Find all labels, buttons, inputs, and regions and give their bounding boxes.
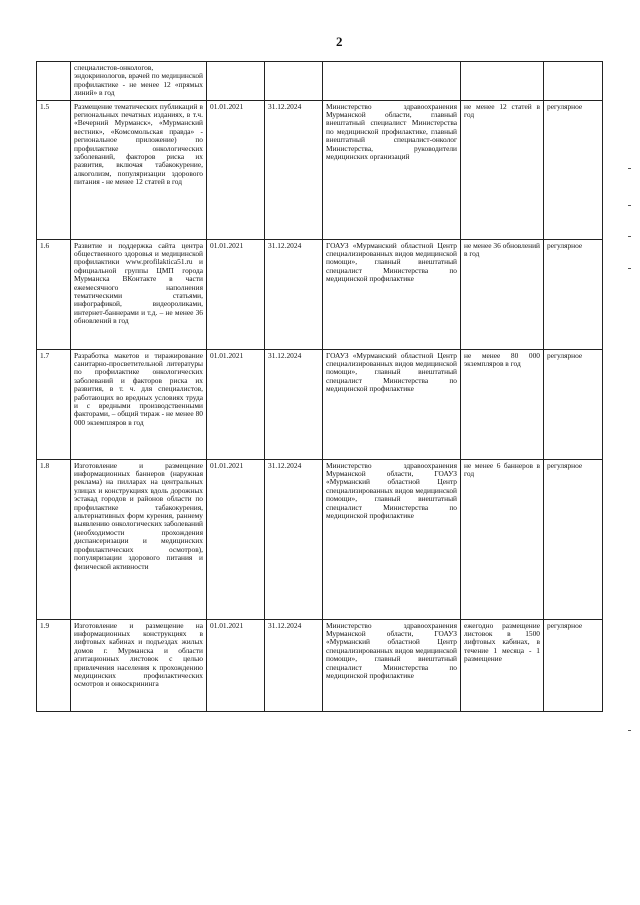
periodicity-cell (544, 62, 603, 101)
start-date-cell (207, 62, 265, 101)
scan-mark (628, 205, 631, 206)
row-number: 1.9 (37, 619, 71, 711)
scan-mark (628, 236, 631, 237)
periodicity: регулярное (544, 349, 603, 459)
executor-cell (323, 62, 461, 101)
executor: Министерство здравоохранения Мурманской области, ГОАУЗ «Мурманский областной Центр специализированных видов медицинской помощи», главный внештатный специалист Министерства по медицинской профилактике (323, 459, 461, 619)
scan-mark (628, 268, 631, 269)
start-date: 01.01.2021 (207, 239, 265, 349)
periodicity: регулярное (544, 619, 603, 711)
row-number: 1.7 (37, 349, 71, 459)
table-row (37, 459, 603, 619)
table-row-continuation (37, 62, 603, 101)
measures-table (36, 61, 603, 712)
measure-description: Изготовление и размещение на информационных конструкциях в лифтовых кабинах и подъездах жилых домов г. Мурманска и области агитационных листовок с целью привлечения населения к прохождению медицинских профилактических осмотров и онкоскрининга (71, 619, 207, 711)
measure-description: Разработка макетов и тиражирование санитарно-просветительной литературы по профилактике онкологических заболеваний и факторов риска их развития, в т. ч. для специалистов, работающих во вредных условиях труда и с вредными производственными факторами, – общий тираж - не менее 80 000 экземпляров в год (71, 349, 207, 459)
table-row (37, 239, 603, 349)
start-date: 01.01.2021 (207, 349, 265, 459)
end-date: 31.12.2024 (265, 349, 323, 459)
end-date: 31.12.2024 (265, 459, 323, 619)
end-date: 31.12.2024 (265, 100, 323, 239)
start-date: 01.01.2021 (207, 619, 265, 711)
row-number: 1.5 (37, 100, 71, 239)
executor: ГОАУЗ «Мурманский областной Центр специализированных видов медицинской помощи», главный внештатный специалист Министерства по медицинской профилактике (323, 349, 461, 459)
measure-description: специалистов-онкологов, эндокринологов, врачей по медицинской профилактике - не менее 12 «прямых линий» в год (71, 62, 207, 101)
row-number: 1.6 (37, 239, 71, 349)
end-date: 31.12.2024 (265, 619, 323, 711)
expected-result: не менее 6 баннеров в год (461, 459, 544, 619)
expected-result: не менее 80 000 экземпляров в год (461, 349, 544, 459)
scan-mark (628, 168, 631, 169)
expected-result: ежегодно размещение листовок в 1500 лифтовых кабинах, в течение 1 месяца - 1 размещение (461, 619, 544, 711)
periodicity: регулярное (544, 459, 603, 619)
expected-result: не менее 36 обновлений в год (461, 239, 544, 349)
start-date: 01.01.2021 (207, 100, 265, 239)
result-cell (461, 62, 544, 101)
measure-description: Развитие и поддержка сайта центра общественного здоровья и медицинской профилактики www.profilaktica51.ru и официальной группы ЦМП города Мурманска ВКонтакте в части ежемесячного наполнения тематическими статьями, инфографикой, видеороликами, интернет-баннерами и т.д. – не менее 36 обновлений в год (71, 239, 207, 349)
periodicity: регулярное (544, 100, 603, 239)
executor: ГОАУЗ «Мурманский областной Центр специализированных видов медицинской помощи», главный внештатный специалист Министерства по медицинской профилактике (323, 239, 461, 349)
measure-description: Изготовление и размещение информационных баннеров (наружная реклама) на пилларах на центральных улицах и конструкциях вдоль дорожных эстакад городов и районов области по профилактике табакокурения, альтернативных форм курения, раннему выявлению онкологических заболеваний (необходимости прохождения диспансеризации и медицинских профилактических осмотров), популяризации здорового питания и физической активности (71, 459, 207, 619)
periodicity: регулярное (544, 239, 603, 349)
end-date-cell (265, 62, 323, 101)
row-number-cell (37, 62, 71, 101)
executor: Министерство здравоохранения Мурманской области, ГОАУЗ «Мурманский областной Центр специализированных видов медицинской помощи», главный внештатный специалист Министерства по медицинской профилактике (323, 619, 461, 711)
page-number: 2 (336, 34, 343, 49)
table-row (37, 349, 603, 459)
start-date: 01.01.2021 (207, 459, 265, 619)
executor: Министерство здравоохранения Мурманской области, главный внештатный специалист Министерства по медицинской профилактике, главный внештатный специалист-онколог Министерства, руководители медицинских организаций (323, 100, 461, 239)
measure-description: Размещение тематических публикаций в региональных печатных изданиях, в т.ч. «Вечерний Мурманск», «Мурманский вестник», «Комсомольская правда» - региональное приложение) по профилактике онкологических заболеваний, факторов риска их развития, включая табакокурение, алкоголизм, популяризации здорового питания - не менее 12 статей в год (71, 100, 207, 239)
scan-mark (628, 730, 631, 731)
row-number: 1.8 (37, 459, 71, 619)
expected-result: не менее 12 статей в год (461, 100, 544, 239)
table-row (37, 100, 603, 239)
table-row (37, 619, 603, 711)
end-date: 31.12.2024 (265, 239, 323, 349)
